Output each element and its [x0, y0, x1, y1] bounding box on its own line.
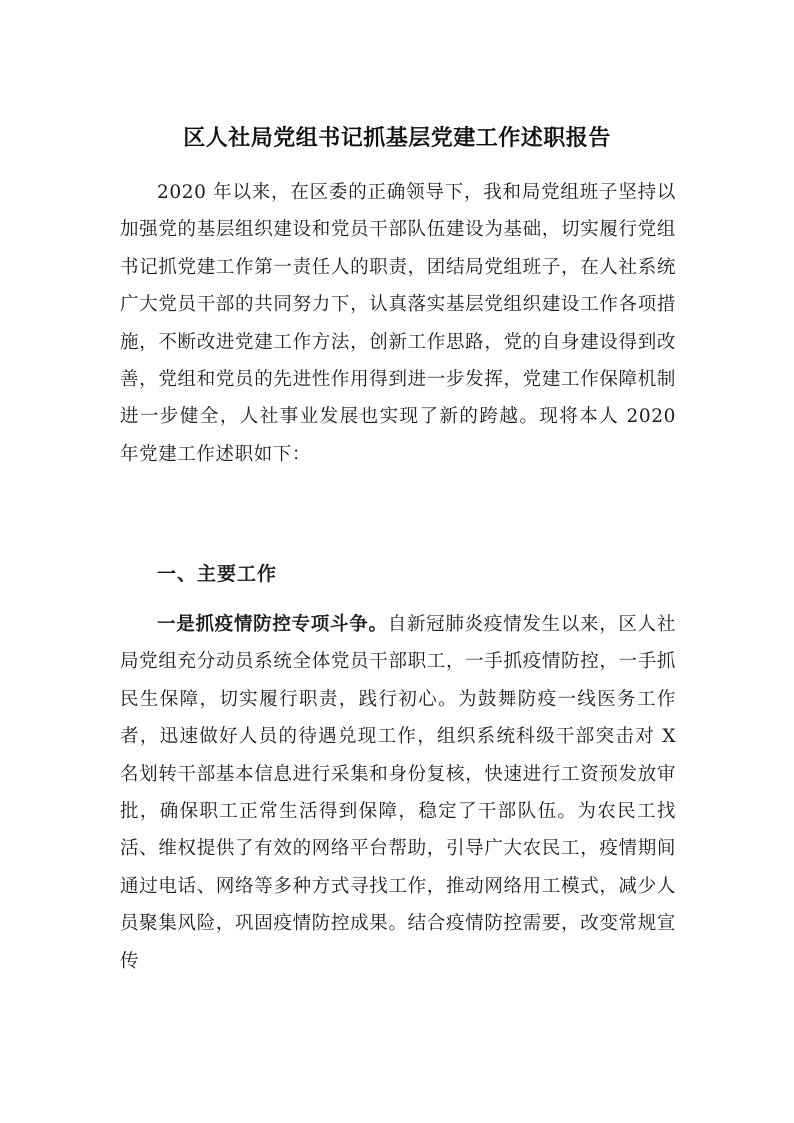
item-section: [120, 606, 676, 980]
document-title: 区人社局党组书记抓基层党建工作述职报告: [183, 126, 611, 151]
section-heading: 一、主要工作: [157, 563, 278, 585]
intro-paragraph: 2020 年以来，在区委的正确领导下，我和局党组班子坚持以加强党的基层组织建设和党员干部队伍建设为基础，切实履行党组书记抓党建工作第一责任人的职责，团结局党组班子，在人社系统广大党员干部的共同努力下，认真落实基层党组织建设工作各项措施，不断改进党建工作方法，创新工作思路，党的自身建设得到改善，党组和党员的先进性作用得到进一步发挥，党建工作保障机制进一步健全，人社事业发展也实现了新的跨越。现将本人 2020 年党建工作述职如下：: [120, 182, 676, 465]
item-body: 自新冠肺炎疫情发生以来，区人社局党组充分动员系统全体党员干部职工，一手抓疫情防控，一手抓民生保障，切实履行职责，践行初心。为鼓舞防疫一线医务工作者，迅速做好人员的待遇兑现工作，组织系统科级干部突击对 X 名划转干部基本信息进行采集和身份复核，快速进行工资预发放审批，确保职工正常生活得到保障，稳定了干部队伍。为农民工找活、维权提供了有效的网络平台帮助，引导广大农民工，疫情期间通过电话、网络等多种方式寻找工作，推动网络用工模式，减少人员聚集风险，巩固疫情防控成果。结合疫情防控需要，改变常规宣传: [120, 614, 676, 972]
item-paragraph: [120, 606, 676, 980]
item-lead: 一是抓疫情防控专项斗争。: [157, 614, 388, 635]
intro-section: [120, 174, 676, 473]
